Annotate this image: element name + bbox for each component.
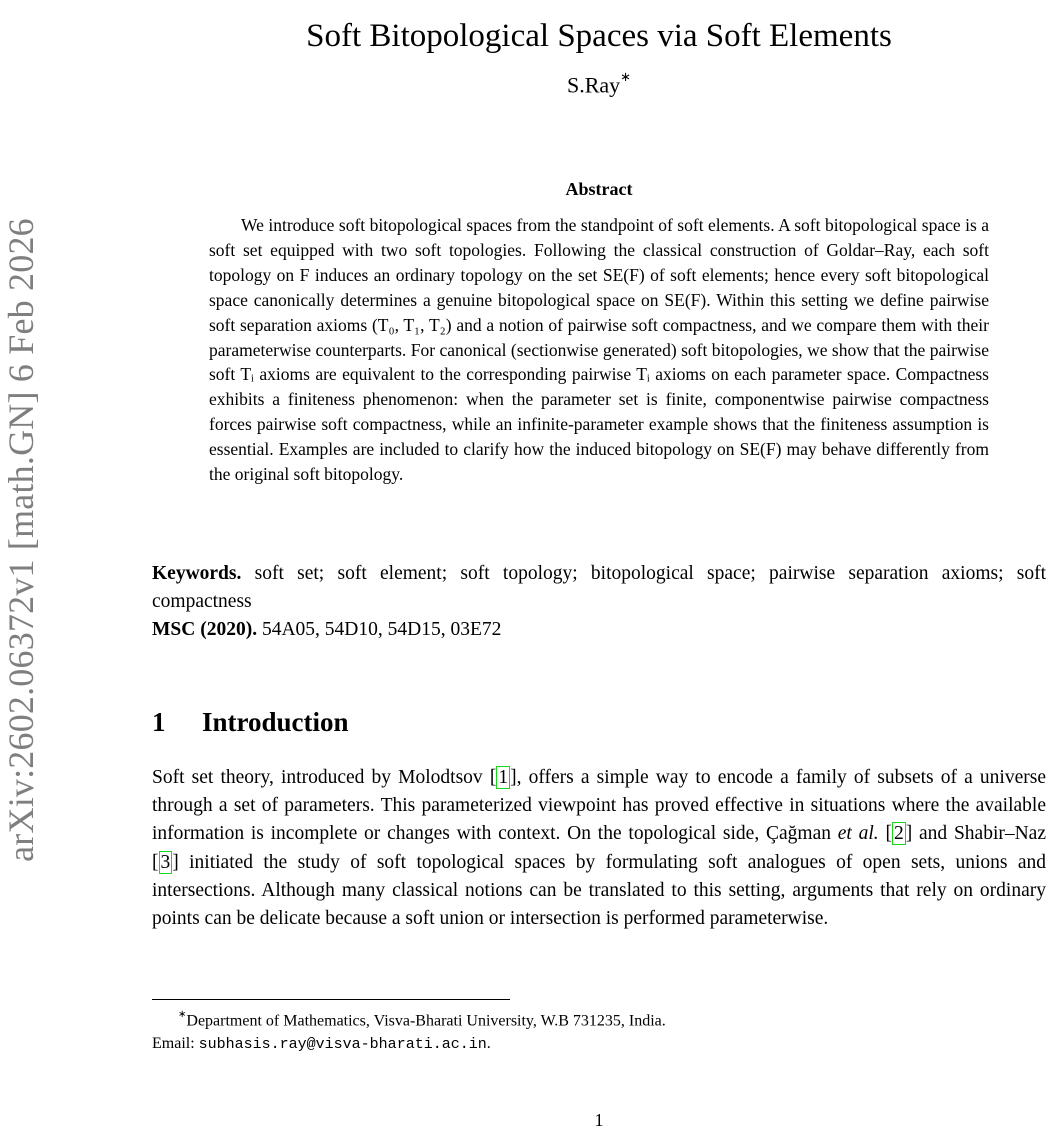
footnote-affiliation-line <box>152 1005 1046 1032</box>
section-number: 1 <box>152 707 166 737</box>
intro-text-4: and Shabir–Naz <box>912 823 1046 845</box>
author-footnote-mark[interactable]: ∗ <box>620 69 632 84</box>
footnote-mark: ∗ <box>178 1009 187 1020</box>
author-name: S.Ray <box>566 72 621 98</box>
arxiv-identifier: arXiv:2602.06372v1 [math.GN] 6 Feb 2026 <box>1 218 42 862</box>
paper-title: Soft Bitopological Spaces via Soft Elements <box>306 18 892 55</box>
citation-link-2[interactable]: 2 <box>893 823 904 845</box>
msc-label: MSC (2020). <box>152 619 258 640</box>
intro-text-2: , offers a simple way to encode a family of subsets of a universe through a set of parameters. This parameterized viewpoint has proved effective in situations where the available information is incomplete or changes with context. On the topological side, Çağman <box>152 767 1046 845</box>
citation-link-3[interactable]: 3 <box>160 851 171 873</box>
footnote-email-end: . <box>486 1035 491 1053</box>
section-title: Introduction <box>202 707 349 737</box>
msc-codes: 54A05, 54D10, 54D15, 03E72 <box>261 619 502 640</box>
footnote-email[interactable]: subhasis.ray@visva-bharati.ac.in <box>198 1036 487 1054</box>
footnote-email-label: Email: <box>152 1035 199 1053</box>
footnote-email-line <box>152 1032 1046 1056</box>
intro-text-1: Soft set theory, introduced by Molodtsov <box>152 767 490 788</box>
intro-text-3 <box>879 823 886 844</box>
intro-etal: et al. <box>837 823 879 845</box>
keywords <box>152 560 1046 615</box>
section-heading <box>152 704 349 740</box>
abstract-heading: Abstract <box>565 179 633 199</box>
intro-text-5: initiated the study of soft topological spaces by formulating soft analogues of open sets, unions and intersections. Although many classical notions can be translated to this setting, arguments that rely on ordinary points can be delicate because a soft union or intersection is performed parameterwise. <box>152 851 1046 930</box>
keywords-label: Keywords. <box>152 563 242 584</box>
msc-classification <box>152 616 1046 644</box>
arxiv-side-stamp <box>1 160 42 920</box>
footnote-rule <box>152 999 510 1000</box>
introduction-paragraph: Soft set theory, introduced by Molodtsov [ 1 ], offers a simple way to encode a family of subsets of a universe through a set of parameters. This parameterized viewpoint has proved effective in situations where the available information is incomplete or changes with context. On the topological side, Çağman et al. [ 2 ] and Shabir–Naz [ 3 ] initiated the study of soft topological spaces by formulating soft analogues of open sets, unions and intersections. Although many classical notions can be translated to this setting, arguments that rely on ordinary points can be delicate because a soft union or intersection is performed parameterwise. <box>152 767 1046 930</box>
footnote <box>152 1005 1046 1056</box>
author-line <box>152 66 1046 99</box>
footnote-affiliation: Department of Mathematics, Visva-Bharati University, W.B 731235, India. <box>186 1012 666 1030</box>
page-number: 1 <box>594 1110 604 1130</box>
citation-link-1[interactable]: 1 <box>498 767 509 788</box>
keywords-text: soft set; soft element; soft topology; bitopological space; pairwise separation axioms; soft compactness <box>152 563 1046 612</box>
abstract-body: We introduce soft bitopological spaces from the standpoint of soft elements. A soft bitopological space is a soft set equipped with two soft topologies. Following the classical construction of Goldar–Ray, each soft topology on F induces an ordinary topology on the set SE(F) of soft elements; hence every soft bitopological space canonically determines a genuine bitopological space on SE(F). Within this setting we define pairwise soft separation axioms (T₀, T₁, T₂) and a notion of pairwise soft compactness, and we compare them with their parameterwise counterparts. For canonical (sectionwise generated) soft bitopologies, we show that the pairwise soft Tᵢ axioms are equivalent to the corresponding pairwise Tᵢ axioms on each parameter space. Compactness exhibits a finiteness phenomenon: when the parameter set is finite, componentwise pairwise compactness forces pairwise soft compactness, while an infinite-parameter example shows that the finiteness assumption is essential. Examples are included to clarify how the induced bitopology on SE(F) may behave differently from the original soft bitopology. <box>209 215 989 485</box>
